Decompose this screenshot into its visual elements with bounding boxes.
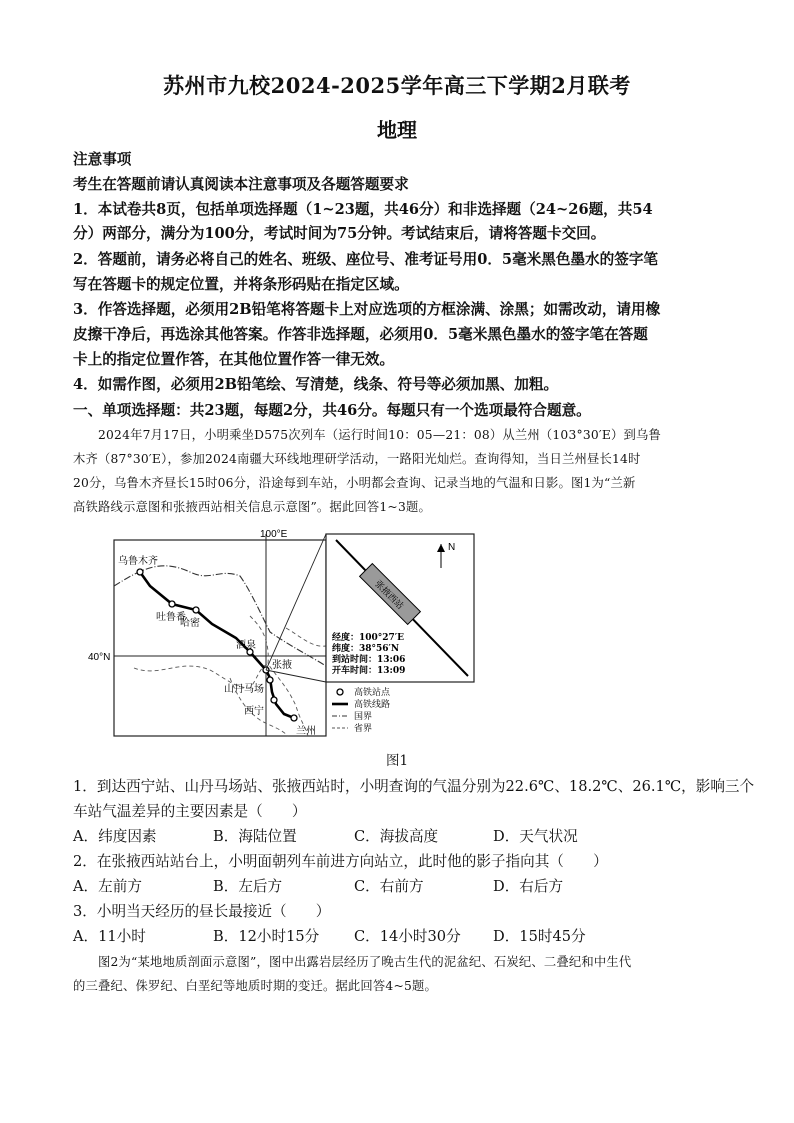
railway-line — [140, 572, 294, 718]
city-label: 兰州 — [296, 726, 316, 737]
legend-label: 高铁线路 — [354, 700, 391, 710]
station-info-line: 到站时间：13:06 — [332, 655, 406, 665]
legend-label: 省界 — [354, 724, 373, 734]
legend-label: 高铁站点 — [354, 688, 391, 698]
passage-line: 2024年7月17日，小明乘坐D575次列车（运行时间10：05—21：08）从兰州（103°30′E）到乌鲁 — [73, 428, 662, 442]
zoom-connector-line — [266, 670, 326, 682]
exam-title: 苏州市九校2024-2025学年高三下学期2月联考 — [163, 73, 631, 98]
option-c[interactable]: C．14小时30分 — [354, 928, 461, 945]
city-label: 张掖 — [272, 660, 292, 671]
station-info-line: 纬度：38°56′N — [332, 644, 400, 654]
station-lanzhou — [291, 715, 297, 721]
option-c[interactable]: C．海拔高度 — [354, 828, 439, 845]
notice-line: 3．作答选择题，必须用2B铅笔将答题卡上对应选项的方框涂满、涂黑；如需改动，请用橡 — [73, 301, 661, 318]
legend-station-icon — [337, 689, 343, 695]
section-heading: 一、单项选择题：共23题，每题2分，共46分。每题只有一个选项最符合题意。 — [73, 402, 591, 419]
station-turpan — [169, 601, 175, 607]
notice-intro: 考生在答题前请认真阅读本注意事项及各题答题要求 — [73, 176, 409, 193]
lon-label: 100°E — [260, 529, 288, 540]
option-d[interactable]: D．天气状况 — [493, 828, 578, 845]
province-border-line — [250, 616, 308, 736]
station-xining — [271, 697, 277, 703]
route-map-figure — [88, 528, 690, 746]
question-stem: 车站气温差异的主要因素是（ ） — [73, 803, 307, 820]
city-label: 西宁 — [244, 706, 264, 717]
zoom-connector-line — [266, 534, 326, 670]
station-name: 张掖西站 — [372, 579, 405, 612]
map-frame — [114, 540, 326, 736]
notice-heading: 注意事项 — [73, 151, 132, 168]
city-label: 哈密 — [180, 618, 200, 629]
subject-title: 地理 — [377, 118, 417, 142]
notice-line: 2．答题前，请务必将自己的姓名、班级、座位号、准考证号用0．5毫米黑色墨水的签字笔 — [73, 251, 659, 268]
north-label: N — [448, 542, 456, 553]
option-b[interactable]: B．海陆位置 — [213, 828, 297, 845]
option-d[interactable]: D．右后方 — [493, 878, 564, 895]
option-a[interactable]: A．纬度因素 — [73, 828, 157, 845]
question-stem: 1．到达西宁站、山丹马场站、张掖西站时，小明查询的气温分别为22.6℃、18.2℃、26.1℃，影响三个 — [73, 778, 755, 795]
passage-line: 20分，乌鲁木齐昼长15时06分，沿途每到车站，小明都会查询、记录当地的气温和日影。图1为“兰新 — [73, 476, 636, 490]
station-hami — [193, 607, 199, 613]
option-d[interactable]: D．15时45分 — [493, 928, 586, 945]
figure-caption: 图1 — [385, 753, 409, 769]
passage-line: 的三叠纪、侏罗纪、白垩纪等地质时期的变迁。据此回答4~5题。 — [73, 979, 437, 993]
option-c[interactable]: C．右前方 — [354, 878, 424, 895]
lat-label: 40°N — [88, 652, 111, 663]
question-stem: 3．小明当天经历的昼长最接近（ ） — [73, 903, 331, 920]
option-a[interactable]: A．11小时 — [73, 928, 146, 945]
option-b[interactable]: B．左后方 — [213, 878, 283, 895]
passage-line: 木齐（87°30′E），参加2024南疆大环线地理研学活动，一路阳光灿烂。查询得知，当日兰州昼长14时 — [73, 452, 641, 466]
notice-line: 写在答题卡的规定位置，并将条形码贴在指定区域。 — [73, 276, 409, 293]
station-info-line: 经度：100°27′E — [332, 633, 405, 643]
notice-line: 分）两部分，满分为100分，考试时间为75分钟。考试结束后，请将答题卡交回。 — [73, 225, 606, 242]
city-label: 酒泉 — [236, 640, 256, 651]
option-b[interactable]: B．12小时15分 — [213, 928, 320, 945]
notice-line: 皮擦干净后，再选涂其他答案。作答非选择题，必须用0．5毫米黑色墨水的签字笔在答题 — [73, 326, 648, 343]
question-stem: 2．在张掖西站站台上，小明面朝列车前进方向站立，此时他的影子指向其（ ） — [73, 853, 608, 870]
city-label: 乌鲁木齐 — [118, 556, 158, 567]
notice-line: 4．如需作图，必须用2B铅笔绘、写清楚，线条、符号等必须加黑、加粗。 — [73, 376, 559, 393]
legend-label: 国界 — [354, 712, 373, 722]
notice-line: 1．本试卷共8页，包括单项选择题（1~23题，共46分）和非选择题（24~26题，共54 — [73, 201, 653, 218]
option-a[interactable]: A．左前方 — [73, 878, 142, 895]
station-shandan — [267, 677, 273, 683]
station-info-line: 开车时间：13:09 — [332, 666, 406, 676]
city-label: 吐鲁番 — [156, 612, 186, 623]
passage-line: 高铁路线示意图和张掖西站相关信息示意图”。据此回答1~3题。 — [73, 500, 431, 514]
city-label: 山丹马场 — [224, 684, 264, 695]
station-urumqi — [137, 569, 143, 575]
passage-line: 图2为“某地地质剖面示意图”，图中出露岩层经历了晚古生代的泥盆纪、石炭纪、二叠纪和中生代 — [73, 955, 632, 969]
province-border-line — [286, 628, 326, 646]
notice-line: 卡上的指定位置作答，在其他位置作答一律无效。 — [73, 351, 395, 368]
